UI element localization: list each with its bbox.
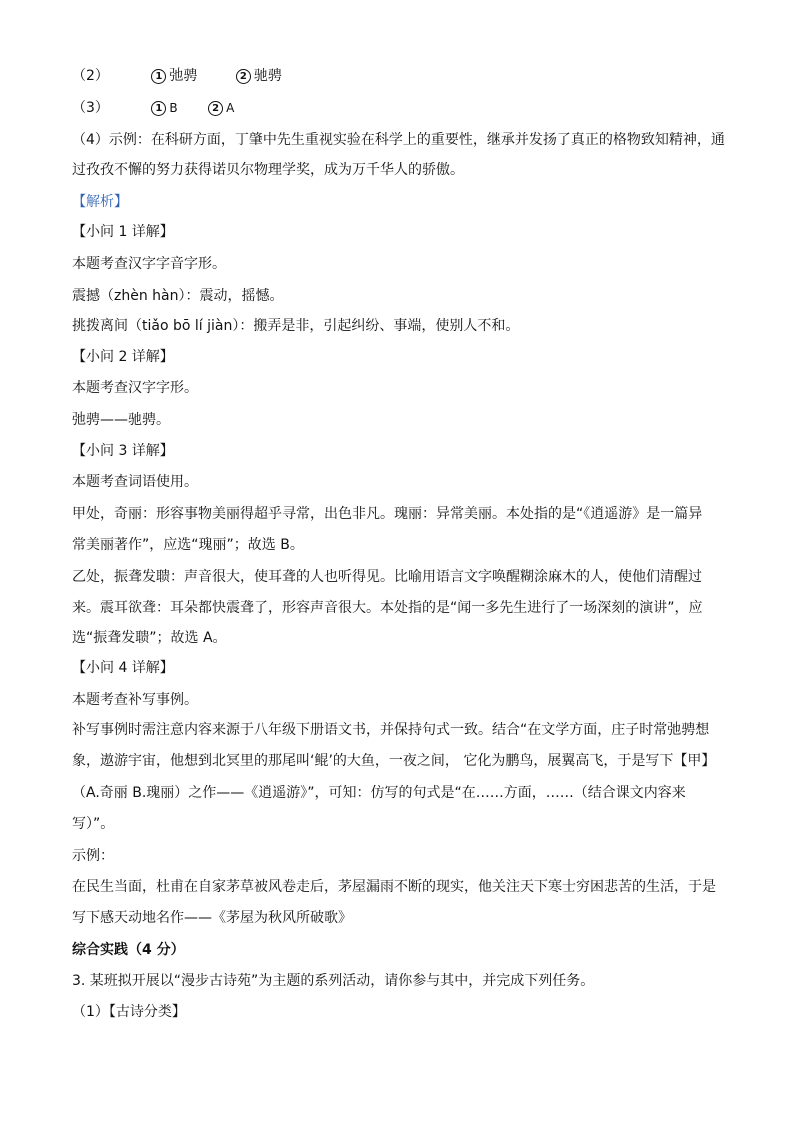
body-text: 震撼（zhèn hàn）：震动，摇憾。 <box>72 288 284 304</box>
body-text: 示例： <box>72 848 114 864</box>
sub-question-heading: （1）【古诗分类】 <box>72 1004 186 1020</box>
answer-q2 <box>72 66 282 86</box>
analysis-label: 【解析】 <box>72 194 128 210</box>
answer-q3-option-2-text: A <box>226 101 235 115</box>
answer-q3-option-1-text: B <box>169 101 178 115</box>
answer-q4-line: （4）示例：在科研方面，丁肇中先生重视实验在科学上的重要性，继承并发扬了真正的格物致知精神，通 <box>72 132 725 148</box>
circled-number-icon: 2 <box>236 69 251 84</box>
answer-q2-option-2-text: 驰骋 <box>253 68 282 84</box>
answer-q2-option-1-text: 弛骋 <box>169 68 198 84</box>
circled-number-icon: 1 <box>151 101 166 116</box>
body-text: 本题考查补写事例。 <box>72 692 198 708</box>
body-text: 写）”。 <box>72 816 115 832</box>
body-text: 挑拨离间（tiǎo bō lí jiàn）：搬弄是非，引起纠纷、事端，使别人不和。 <box>72 318 520 334</box>
answer-q4-line: 过孜孜不懈的努力获得诺贝尔物理学奖，成为万千华人的骄傲。 <box>72 162 464 178</box>
section-heading: 【小问 1 详解】 <box>72 224 174 240</box>
body-text: 选“振聋发聩”；故选 A。 <box>72 630 227 646</box>
question-intro: 3. 某班拟开展以“漫步古诗苑”为主题的系列活动，请你参与其中，并完成下列任务。 <box>72 973 595 989</box>
answer-q2-option-2 <box>236 66 282 86</box>
answer-q2-option-1 <box>151 66 197 86</box>
section-heading: 【小问 2 详解】 <box>72 349 174 365</box>
body-text: 弛骋——驰骋。 <box>72 412 170 428</box>
answer-q3-number: （3） <box>72 100 109 116</box>
answer-q3-option-1 <box>151 98 177 118</box>
circled-number-icon: 1 <box>151 69 166 84</box>
body-text: 补写事例时需注意内容来源于八年级下册语文书，并保持句式一致。结合“在文学方面，庄子时常弛骋想 <box>72 722 710 738</box>
body-text: 乙处，振聋发聩：声音很大，使耳聋的人也听得见。比喻用语言文字唤醒糊涂麻木的人，使他们清醒过 <box>72 569 702 585</box>
answer-q3 <box>72 98 234 118</box>
section-title: 综合实践（4 分） <box>72 942 185 958</box>
section-heading: 【小问 4 详解】 <box>72 660 174 676</box>
body-text: 写下感天动地名作——《茅屋为秋风所破歌》 <box>72 910 352 926</box>
body-text: 本题考查汉字字形。 <box>72 380 198 396</box>
circled-number-icon: 2 <box>208 101 223 116</box>
body-text: 象，遨游宇宙，他想到北冥里的那尾叫‘鲲’的大鱼，一夜之间， 它化为鹏鸟，展翼高飞，于是写下【甲】 <box>72 753 716 769</box>
body-text: 本题考查汉字字音字形。 <box>72 256 226 272</box>
body-text: 常美丽著作”，应选“瑰丽”；故选 B。 <box>72 537 304 553</box>
answer-q3-option-2 <box>208 98 234 118</box>
body-text: 甲处，奇丽：形容事物美丽得超乎寻常，出色非凡。瑰丽：异常美丽。本处指的是“《逍遥游》是一篇异 <box>72 506 703 522</box>
body-text: 来。震耳欲聋：耳朵都快震聋了，形容声音很大。本处指的是“闻一多先生进行了一场深刻的演讲”，应 <box>72 600 703 616</box>
body-text: 本题考查词语使用。 <box>72 474 198 490</box>
body-text: 在民生当面，杜甫在自家茅草被风卷走后，茅屋漏雨不断的现实，他关注天下寒士穷困悲苦的生活，于是 <box>72 879 716 895</box>
section-heading: 【小问 3 详解】 <box>72 443 174 459</box>
body-text: （A.奇丽 B.瑰丽）之作——《逍遥游》”，可知：仿写的句式是“在……方面，……（结合课文内容来 <box>72 785 686 801</box>
answer-q2-number: （2） <box>72 68 109 84</box>
